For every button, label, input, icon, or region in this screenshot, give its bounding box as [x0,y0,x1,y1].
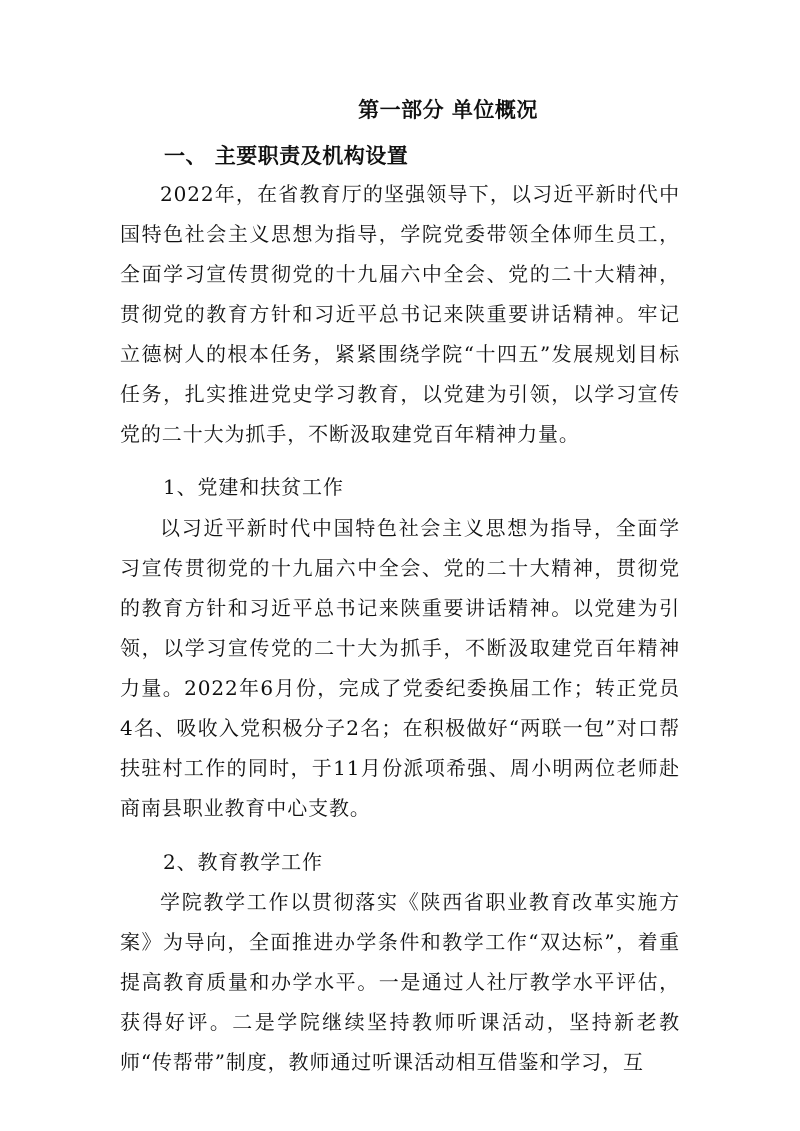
paragraph-3: 学院教学工作以贯彻落实《陕西省职业教育改革实施方案》为导向，全面推进办学条件和教学工作“双达标”，着重提高教育质量和办学水平。一是通过人社厅教学水平评估，获得好评。二是学院继续坚持教师听课活动，坚持新老教师“传帮带”制度，教师通过听课活动相互借鉴和学习，互 [120,890,680,1074]
paragraph-1: 2022年，在省教育厅的坚强领导下，以习近平新时代中国特色社会主义思想为指导，学院党委带领全体师生员工，全面学习宣传贯彻党的十九届六中全会、党的二十大精神，贯彻党的教育方针和习近平总书记来陕重要讲话精神。牢记立德树人的根本任务，紧紧围绕学院“十四五”发展规划目标任务，扎实推进党史学习教育，以党建为引领，以学习宣传党的二十大为抓手，不断汲取建党百年精神力量。 [120,182,680,446]
subheading-party-building: 1、党建和扶贫工作 [163,475,344,499]
subheading-teaching: 2、教育教学工作 [163,850,323,874]
paragraph-2: 以习近平新时代中国特色社会主义思想为指导，全面学习宣传贯彻党的十九届六中全会、党的二十大精神，贯彻党的教育方针和习近平总书记来陕重要讲话精神。以党建为引领，以学习宣传党的二十大为抓手，不断汲取建党百年精神力量。2022年6月份，完成了党委纪委换届工作；转正党员4名、吸收入党积极分子2名；在积极做好“两联一包”对口帮扶驻村工作的同时，于11月份派项希强、周小明两位老师赴商南县职业教育中心支教。 [120,516,680,820]
section-heading: 一、 主要职责及机构设置 [164,144,409,168]
page-title: 第一部分 单位概况 [358,98,538,122]
